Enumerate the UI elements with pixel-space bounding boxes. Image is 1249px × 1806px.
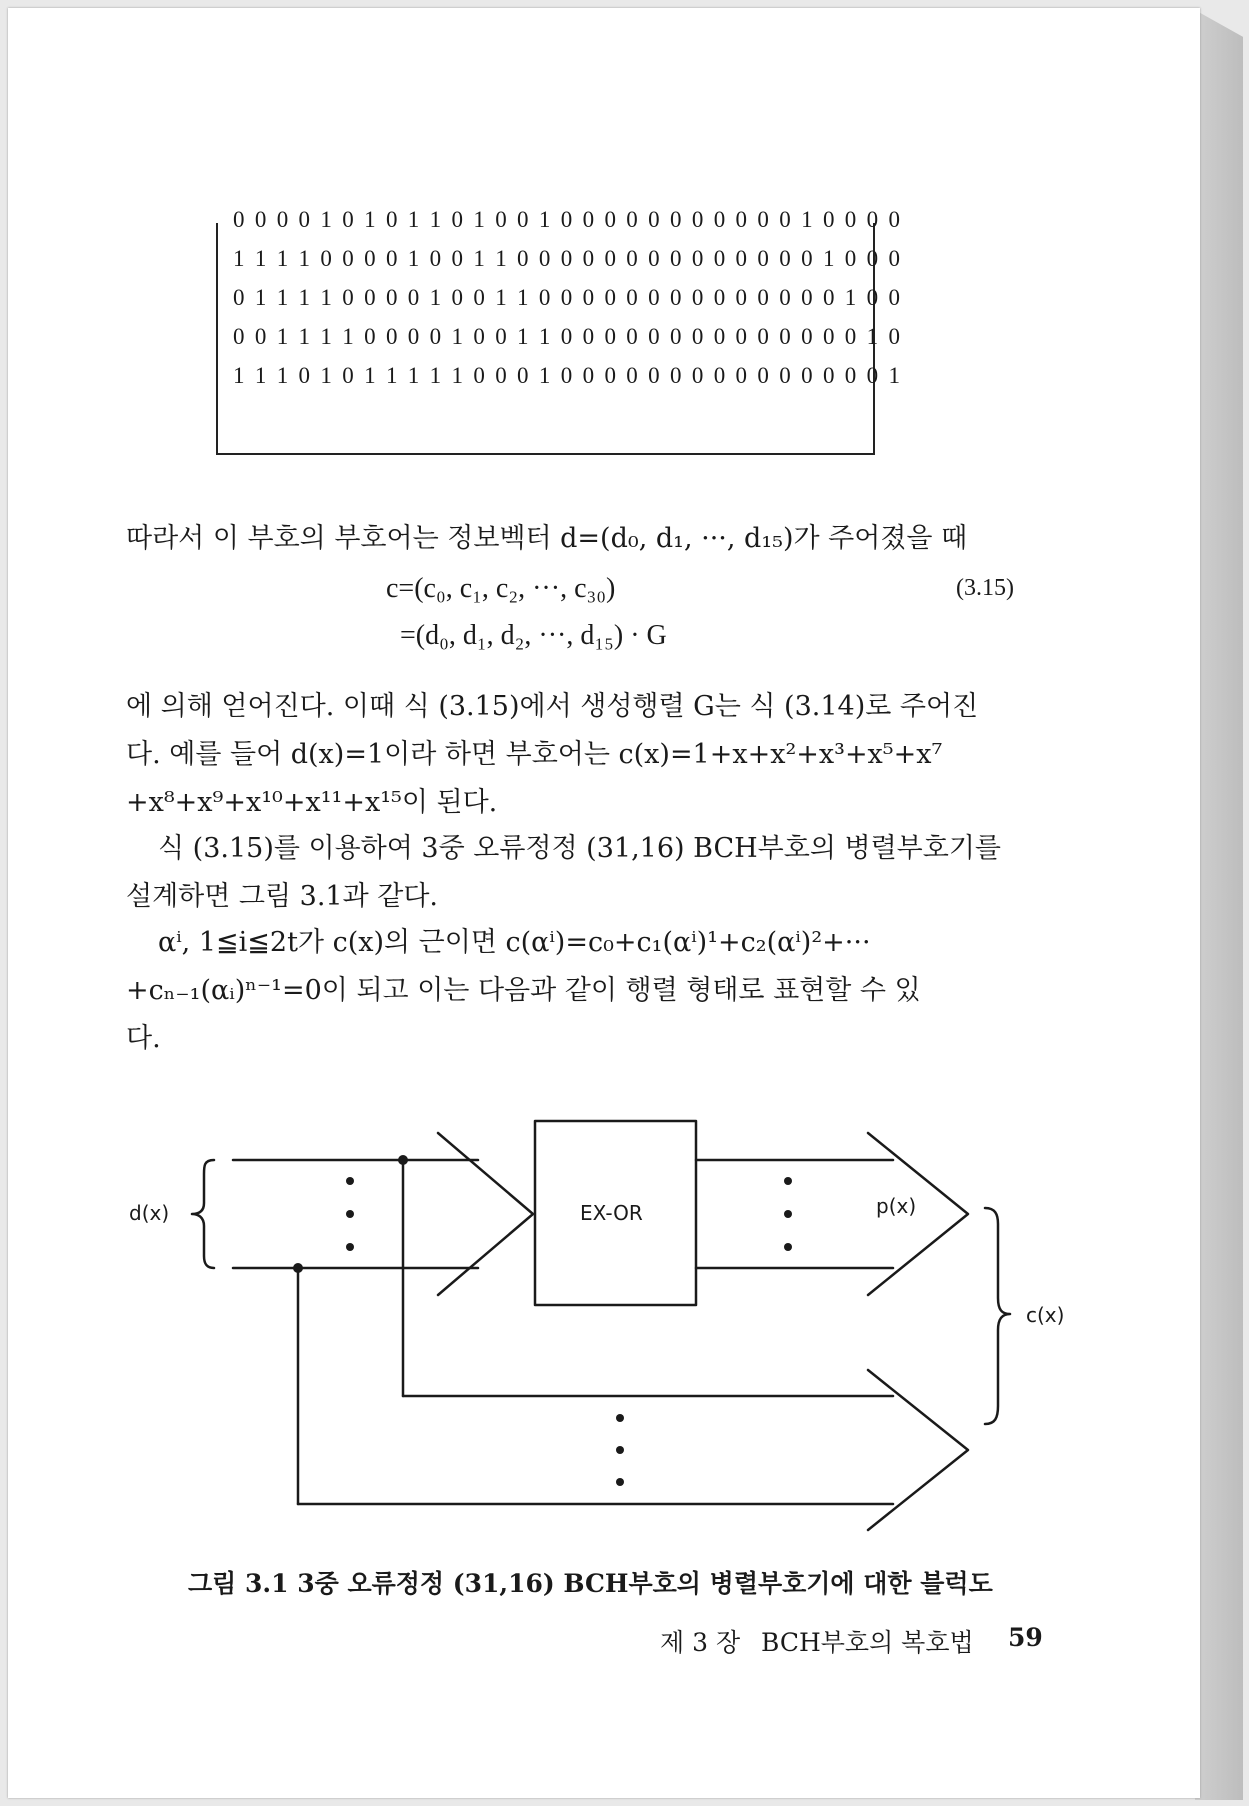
input-chevron [438,1133,533,1295]
junction-dot [293,1263,303,1273]
exor-label: EX-OR [580,1201,643,1225]
ellipsis-dot [346,1243,354,1251]
matrix-row: 1 1 1 0 1 0 1 1 1 1 1 0 0 0 1 0 0 0 0 0 0 0 0 0 0 0 0 0 0 0 1 [233,363,903,388]
ellipsis-dot [784,1177,792,1185]
codeword-label: c(x) [1026,1303,1065,1327]
paragraph-line: 설계하면 그림 3.1과 같다. [126,881,439,912]
matrix-row: 0 1 1 1 1 0 0 0 0 1 0 0 1 1 0 0 0 0 0 0 0 0 0 0 0 0 0 0 1 0 0 [233,285,903,310]
equation-number: (3.15) [956,575,1014,601]
ellipsis-dot [346,1177,354,1185]
page-number: 59 [1008,1623,1043,1652]
ellipsis-dot [616,1478,624,1486]
paragraph-line: 다. [126,1023,161,1054]
book-page [8,8,1200,1798]
paragraph-line: +x⁸+x⁹+x¹⁰+x¹¹+x¹⁵이 된다. [126,787,498,818]
ellipsis-dot [616,1414,624,1422]
input-label: d(x) [129,1201,170,1225]
paragraph-line: 식 (3.15)를 이용하여 3중 오류정정 (31,16) BCH부호의 병렬부호기를 [158,833,1001,864]
figure-caption: 그림 3.1 3중 오류정정 (31,16) BCH부호의 병렬부호기에 대한 블럭도 [188,1569,993,1598]
paragraph-line: 따라서 이 부호의 부호어는 정보벡터 d=(d₀, d₁, ···, d₁₅)가 주어졌을 때 [126,523,968,554]
page-side-edge [1195,10,1243,1800]
ellipsis-dot [346,1210,354,1218]
paragraph-line: 에 의해 얻어진다. 이때 식 (3.15)에서 생성행렬 G는 식 (3.14)로 주어진 [126,691,979,722]
paragraph-line: αⁱ, 1≦i≦2t가 c(x)의 근이면 c(αⁱ)=c₀+c₁(αⁱ)¹+c₂(αⁱ)²+··· [158,927,871,958]
section-title: BCH부호의 복호법 [761,1628,974,1657]
junction-dot [398,1155,408,1165]
matrix-row: 0 0 0 0 1 0 1 0 1 1 0 1 0 0 1 0 0 0 0 0 0 0 0 0 0 0 1 0 0 0 0 [233,207,903,232]
parity-label: p(x) [876,1194,917,1218]
bypass-chevron [868,1370,968,1530]
ellipsis-dot [784,1210,792,1218]
input-brace [192,1160,214,1268]
equation-line: =(d₀, d₁, d₂, ···, d₁₅) · G [400,620,667,651]
equation-line: c=(c₀, c₁, c₂, ···, c₃₀) [386,573,616,604]
encoder-block-diagram [8,8,1200,1798]
paragraph-line: +cₙ₋₁(αᵢ)ⁿ⁻¹=0이 되고 이는 다음과 같이 행렬 형태로 표현할 수 있 [126,975,921,1006]
chapter-label: 제 3 장 [660,1628,741,1657]
ellipsis-dot [616,1446,624,1454]
paragraph-line: 다. 예를 들어 d(x)=1이라 하면 부호어는 c(x)=1+x+x²+x³+x⁵+x⁷ [126,739,943,770]
matrix-row: 1 1 1 1 0 0 0 0 1 0 0 1 1 0 0 0 0 0 0 0 0 0 0 0 0 0 0 1 0 0 0 [233,246,903,271]
code-brace [985,1208,1010,1424]
ellipsis-dot [784,1243,792,1251]
matrix-row: 0 0 1 1 1 1 0 0 0 0 1 0 0 1 1 0 0 0 0 0 0 0 0 0 0 0 0 0 0 1 0 [233,324,903,349]
